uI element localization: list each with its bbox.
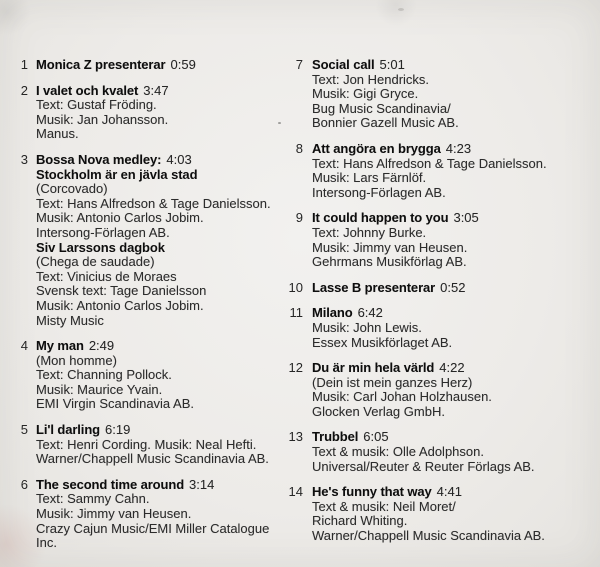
track-title: Li'l darling: [36, 422, 101, 438]
track-number: 3: [20, 151, 28, 167]
scan-speck: [398, 8, 404, 11]
track-number: 7: [295, 57, 303, 72]
track-subtitle: Stockholm är en jävla stad: [36, 166, 198, 182]
track-time: 6:05: [363, 429, 389, 445]
track-number: 8: [295, 140, 303, 156]
track-title-line: [36, 339, 286, 354]
track-item: [286, 142, 592, 200]
track-title-line: [312, 306, 592, 321]
track-title: Lasse B presenterar: [312, 279, 436, 295]
credit-line: Text: Gustaf Fröding.: [36, 97, 157, 113]
track-title: Milano: [312, 305, 353, 321]
track-body: [36, 153, 286, 328]
track-item: [14, 58, 286, 73]
track-item: [14, 339, 286, 412]
track-title-line: [36, 423, 286, 438]
credit-line: Musik: Carl Johan Holzhausen.: [312, 389, 492, 405]
track-title: Du är min hela värld: [312, 360, 435, 376]
track-body: [312, 211, 592, 269]
track-title: Trubbel: [312, 429, 359, 445]
track-number: 11: [289, 305, 303, 321]
track-item: [286, 306, 592, 350]
track-body: [312, 430, 592, 474]
track-number: 1: [20, 57, 28, 72]
track-body: [36, 423, 286, 467]
track-item: [14, 153, 286, 328]
track-title: It could happen to you: [312, 210, 449, 226]
track-item: [286, 430, 592, 474]
track-number: 6: [20, 476, 28, 492]
credit-line: Essex Musikförlaget AB.: [312, 334, 453, 350]
credit-line: Musik: Jimmy van Heusen.: [36, 506, 192, 522]
track-body: [312, 306, 592, 350]
track-title-line: [36, 478, 286, 493]
track-title-line: [312, 361, 592, 376]
track-title: My man: [36, 338, 84, 354]
track-time: 0:59: [170, 57, 196, 72]
credit-line: Musik: Antonio Carlos Jobim.: [36, 297, 204, 313]
credit-line: Svensk text: Tage Danielsson: [36, 283, 207, 299]
track-number: 9: [295, 210, 303, 226]
track-title-line: [36, 58, 286, 73]
credit-line: Crazy Cajun Music/EMI Miller Catalogue Inc.: [36, 520, 270, 551]
track-time: 3:14: [189, 476, 215, 492]
credit-line: Text: Sammy Cahn.: [36, 491, 150, 507]
credit-line: Musik: Jan Johansson.: [36, 111, 169, 127]
track-item: [14, 478, 286, 551]
credit-line: EMI Virgin Scandinavia AB.: [36, 396, 195, 412]
credit-line: Warner/Chappell Music Scandinavia AB.: [36, 451, 269, 467]
track-time: 6:42: [357, 305, 383, 321]
track-time: 3:05: [453, 210, 479, 226]
track-time: 2:49: [88, 338, 115, 354]
track-title: The second time around: [36, 476, 185, 492]
credit-line: Text: Channing Pollock.: [36, 367, 172, 383]
credit-line: Musik: Lars Färnlöf.: [312, 170, 427, 186]
track-item: [14, 423, 286, 467]
track-item: [286, 485, 592, 543]
track-number: 14: [288, 484, 303, 500]
track-number: 2: [20, 82, 28, 98]
credit-line: Richard Whiting.: [312, 513, 408, 529]
track-number: 12: [288, 360, 303, 376]
track-title-line: [36, 153, 286, 168]
track-title-line: [312, 430, 592, 445]
track-title-line: [312, 281, 592, 296]
track-body: [312, 142, 592, 200]
track-title: I valet och kvalet: [36, 82, 139, 98]
credit-line: Text: Vinicius de Moraes: [36, 268, 177, 284]
track-number: 4: [20, 338, 28, 354]
credit-line: Glocken Verlag GmbH.: [312, 403, 445, 419]
credit-line: (Dein ist mein ganzes Herz): [312, 374, 473, 390]
track-number: 5: [20, 422, 28, 438]
track-body: [36, 478, 286, 551]
track-time: 3:47: [143, 82, 169, 98]
credit-line: Text: Jon Hendricks.: [312, 71, 430, 87]
track-body: [312, 281, 592, 296]
credit-line: Bug Music Scandinavia/: [312, 100, 451, 116]
track-body: [36, 58, 286, 73]
credit-line: Gehrmans Musikförlag AB.: [312, 254, 467, 270]
credit-line: Text: Hans Alfredson & Tage Danielsson.: [36, 195, 271, 211]
track-title: He's funny that way: [312, 484, 432, 500]
track-number: 10: [288, 279, 303, 295]
credit-line: Bonnier Gazell Music AB.: [312, 115, 459, 131]
track-item: [286, 361, 592, 419]
track-column-right: [286, 58, 592, 555]
track-subtitle: Siv Larssons dagbok: [36, 239, 165, 255]
track-title: Social call: [312, 57, 375, 72]
credit-line: (Chega de saudade): [36, 254, 155, 270]
track-body: [312, 485, 592, 543]
credit-line: Text & musik: Neil Moret/: [312, 498, 456, 514]
track-time: 6:19: [105, 422, 131, 438]
credit-line: Manus.: [36, 126, 79, 142]
credit-line: Musik: Maurice Yvain.: [36, 381, 163, 397]
track-body: [36, 339, 286, 412]
track-title: Monica Z presenterar: [36, 57, 166, 72]
track-title-line: [312, 211, 592, 226]
credit-line: Musik: Jimmy van Heusen.: [312, 239, 468, 255]
credit-line: Warner/Chappell Music Scandinavia AB.: [312, 528, 545, 544]
credit-line: Text: Johnny Burke.: [312, 224, 427, 240]
credit-line: (Mon homme): [36, 352, 117, 368]
track-title-line: [312, 485, 592, 500]
credit-line: Musik: Gigi Gryce.: [312, 86, 419, 102]
track-time: 0:52: [440, 279, 466, 295]
track-item: [286, 58, 592, 131]
track-time: 5:01: [379, 57, 405, 72]
track-title-line: [36, 84, 286, 99]
track-time: 4:22: [439, 360, 465, 376]
track-item: [286, 281, 592, 296]
track-column-left: [14, 58, 286, 562]
credit-line: Text: Hans Alfredson & Tage Danielsson.: [312, 155, 547, 171]
credit-line: Universal/Reuter & Reuter Förlags AB.: [312, 458, 535, 474]
credit-line: (Corcovado): [36, 181, 108, 197]
track-item: [286, 211, 592, 269]
credit-line: Text & musik: Olle Adolphson.: [312, 444, 484, 460]
credit-line: Intersong-Förlagen AB.: [312, 184, 446, 200]
track-time: 4:23: [445, 140, 472, 156]
credit-line: Text: Henri Cording. Musik: Neal Hefti.: [36, 436, 257, 452]
track-number: 13: [288, 429, 303, 445]
track-body: [312, 58, 592, 131]
track-body: [312, 361, 592, 419]
track-title-line: [312, 142, 592, 157]
credit-line: Misty Music: [36, 312, 104, 328]
track-title: Bossa Nova medley:: [36, 151, 162, 167]
track-item: [14, 84, 286, 142]
track-title-line: [312, 58, 592, 73]
credit-line: Intersong-Förlagen AB.: [36, 224, 170, 240]
credit-line: Musik: Antonio Carlos Jobim.: [36, 210, 204, 226]
track-time: 4:41: [436, 484, 462, 500]
track-time: 4:03: [166, 151, 192, 167]
track-body: [36, 84, 286, 142]
track-title: Att angöra en brygga: [312, 140, 441, 156]
credit-line: Musik: John Lewis.: [312, 319, 422, 335]
